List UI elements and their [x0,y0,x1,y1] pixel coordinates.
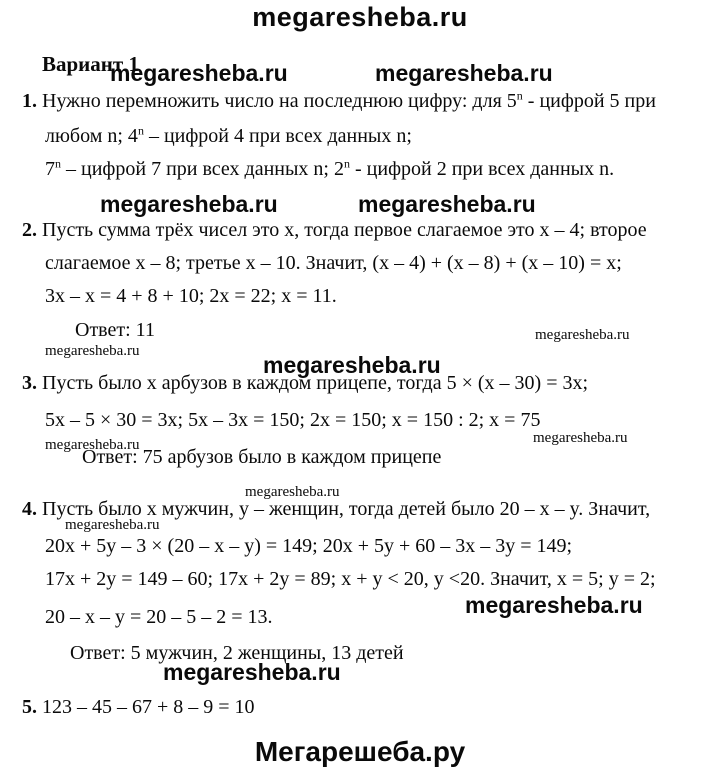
watermark: megaresheba.ru [110,60,288,86]
problem-5-number: 5. [22,696,37,718]
footer-brand: Мегарешеба.ру [254,736,466,767]
problem-4-number: 4. [22,498,37,520]
watermark: megaresheba.ru [535,327,630,343]
problem-1-line-3: 7$^n$ – цифрой 7 при всех данных n; 2$^n$ - цифрой 2 при всех данных n. [45,156,615,180]
watermark: megaresheba.ru [465,592,643,618]
watermark: megaresheba.ru [533,430,628,446]
watermark: megaresheba.ru [245,484,340,500]
problem-2-text: Пусть сумма трёх чисел это x, тогда первое слагаемое это x – 4; второе [42,219,647,241]
watermark: megaresheba.ru [163,659,341,685]
problem-4-answer: Ответ: 5 мужчин, 2 женщины, 13 детей [70,642,404,664]
variant-title: Вариант 1 [42,52,139,76]
problem-1-line-1 [22,90,656,112]
problem-3-answer: Ответ: 75 арбузов было в каждом прицепе [82,446,442,468]
top-watermark: megaresheba.ru [252,2,468,32]
watermark: megaresheba.ru [65,517,160,533]
problem-3-text: Пусть было x арбузов в каждом прицепе, тогда 5 × (x – 30) = 3x; [42,372,589,394]
problem-1-number: 1. [22,90,37,112]
problem-1-text: Нужно перемножить число на последнюю цифру: для 5$^n$ - цифрой 5 при [42,88,656,112]
problem-4-text: Пусть было x мужчин, y – женщин, тогда детей было 20 – x – y. Значит, [42,498,651,520]
problem-3-number: 3. [22,372,37,394]
problem-2-answer: Ответ: 11 [75,319,155,341]
problem-5-text: 123 – 45 – 67 + 8 – 9 = 10 [42,696,255,718]
problem-2-line-2: слагаемое x – 8; третье x – 10. Значит, (x – 4) + (x – 8) + (x – 10) = x; [45,252,622,274]
problem-2-number: 2. [22,219,37,241]
problem-4-line-4: 20 – x – y = 20 – 5 – 2 = 13. [45,606,273,628]
problem-5-line-1 [22,696,255,718]
watermark: megaresheba.ru [263,352,441,378]
problem-4-line-2: 20x + 5y – 3 × (20 – x – y) = 149; 20x + 5y + 60 – 3x – 3y = 149; [45,535,573,557]
watermark: megaresheba.ru [45,437,140,453]
watermark: megaresheba.ru [375,60,553,86]
problem-1-line-2: любом n; 4$^n$ – цифрой 4 при всех данных n; [45,123,412,147]
watermark: megaresheba.ru [358,191,536,217]
problem-2-line-1 [22,219,647,241]
problem-2-line-3: 3x – x = 4 + 8 + 10; 2x = 22; x = 11. [45,285,337,307]
problem-3-line-2: 5x – 5 × 30 = 3x; 5x – 3x = 150; 2x = 150; x = 150 : 2; x = 75 [45,409,541,431]
watermark: megaresheba.ru [100,191,278,217]
problem-4-line-3: 17x + 2y = 149 – 60; 17x + 2y = 89; x + y < 20, y <20. Значит, x = 5; y = 2; [45,568,656,590]
watermark: megaresheba.ru [45,343,140,359]
problem-3-line-1 [22,372,588,394]
